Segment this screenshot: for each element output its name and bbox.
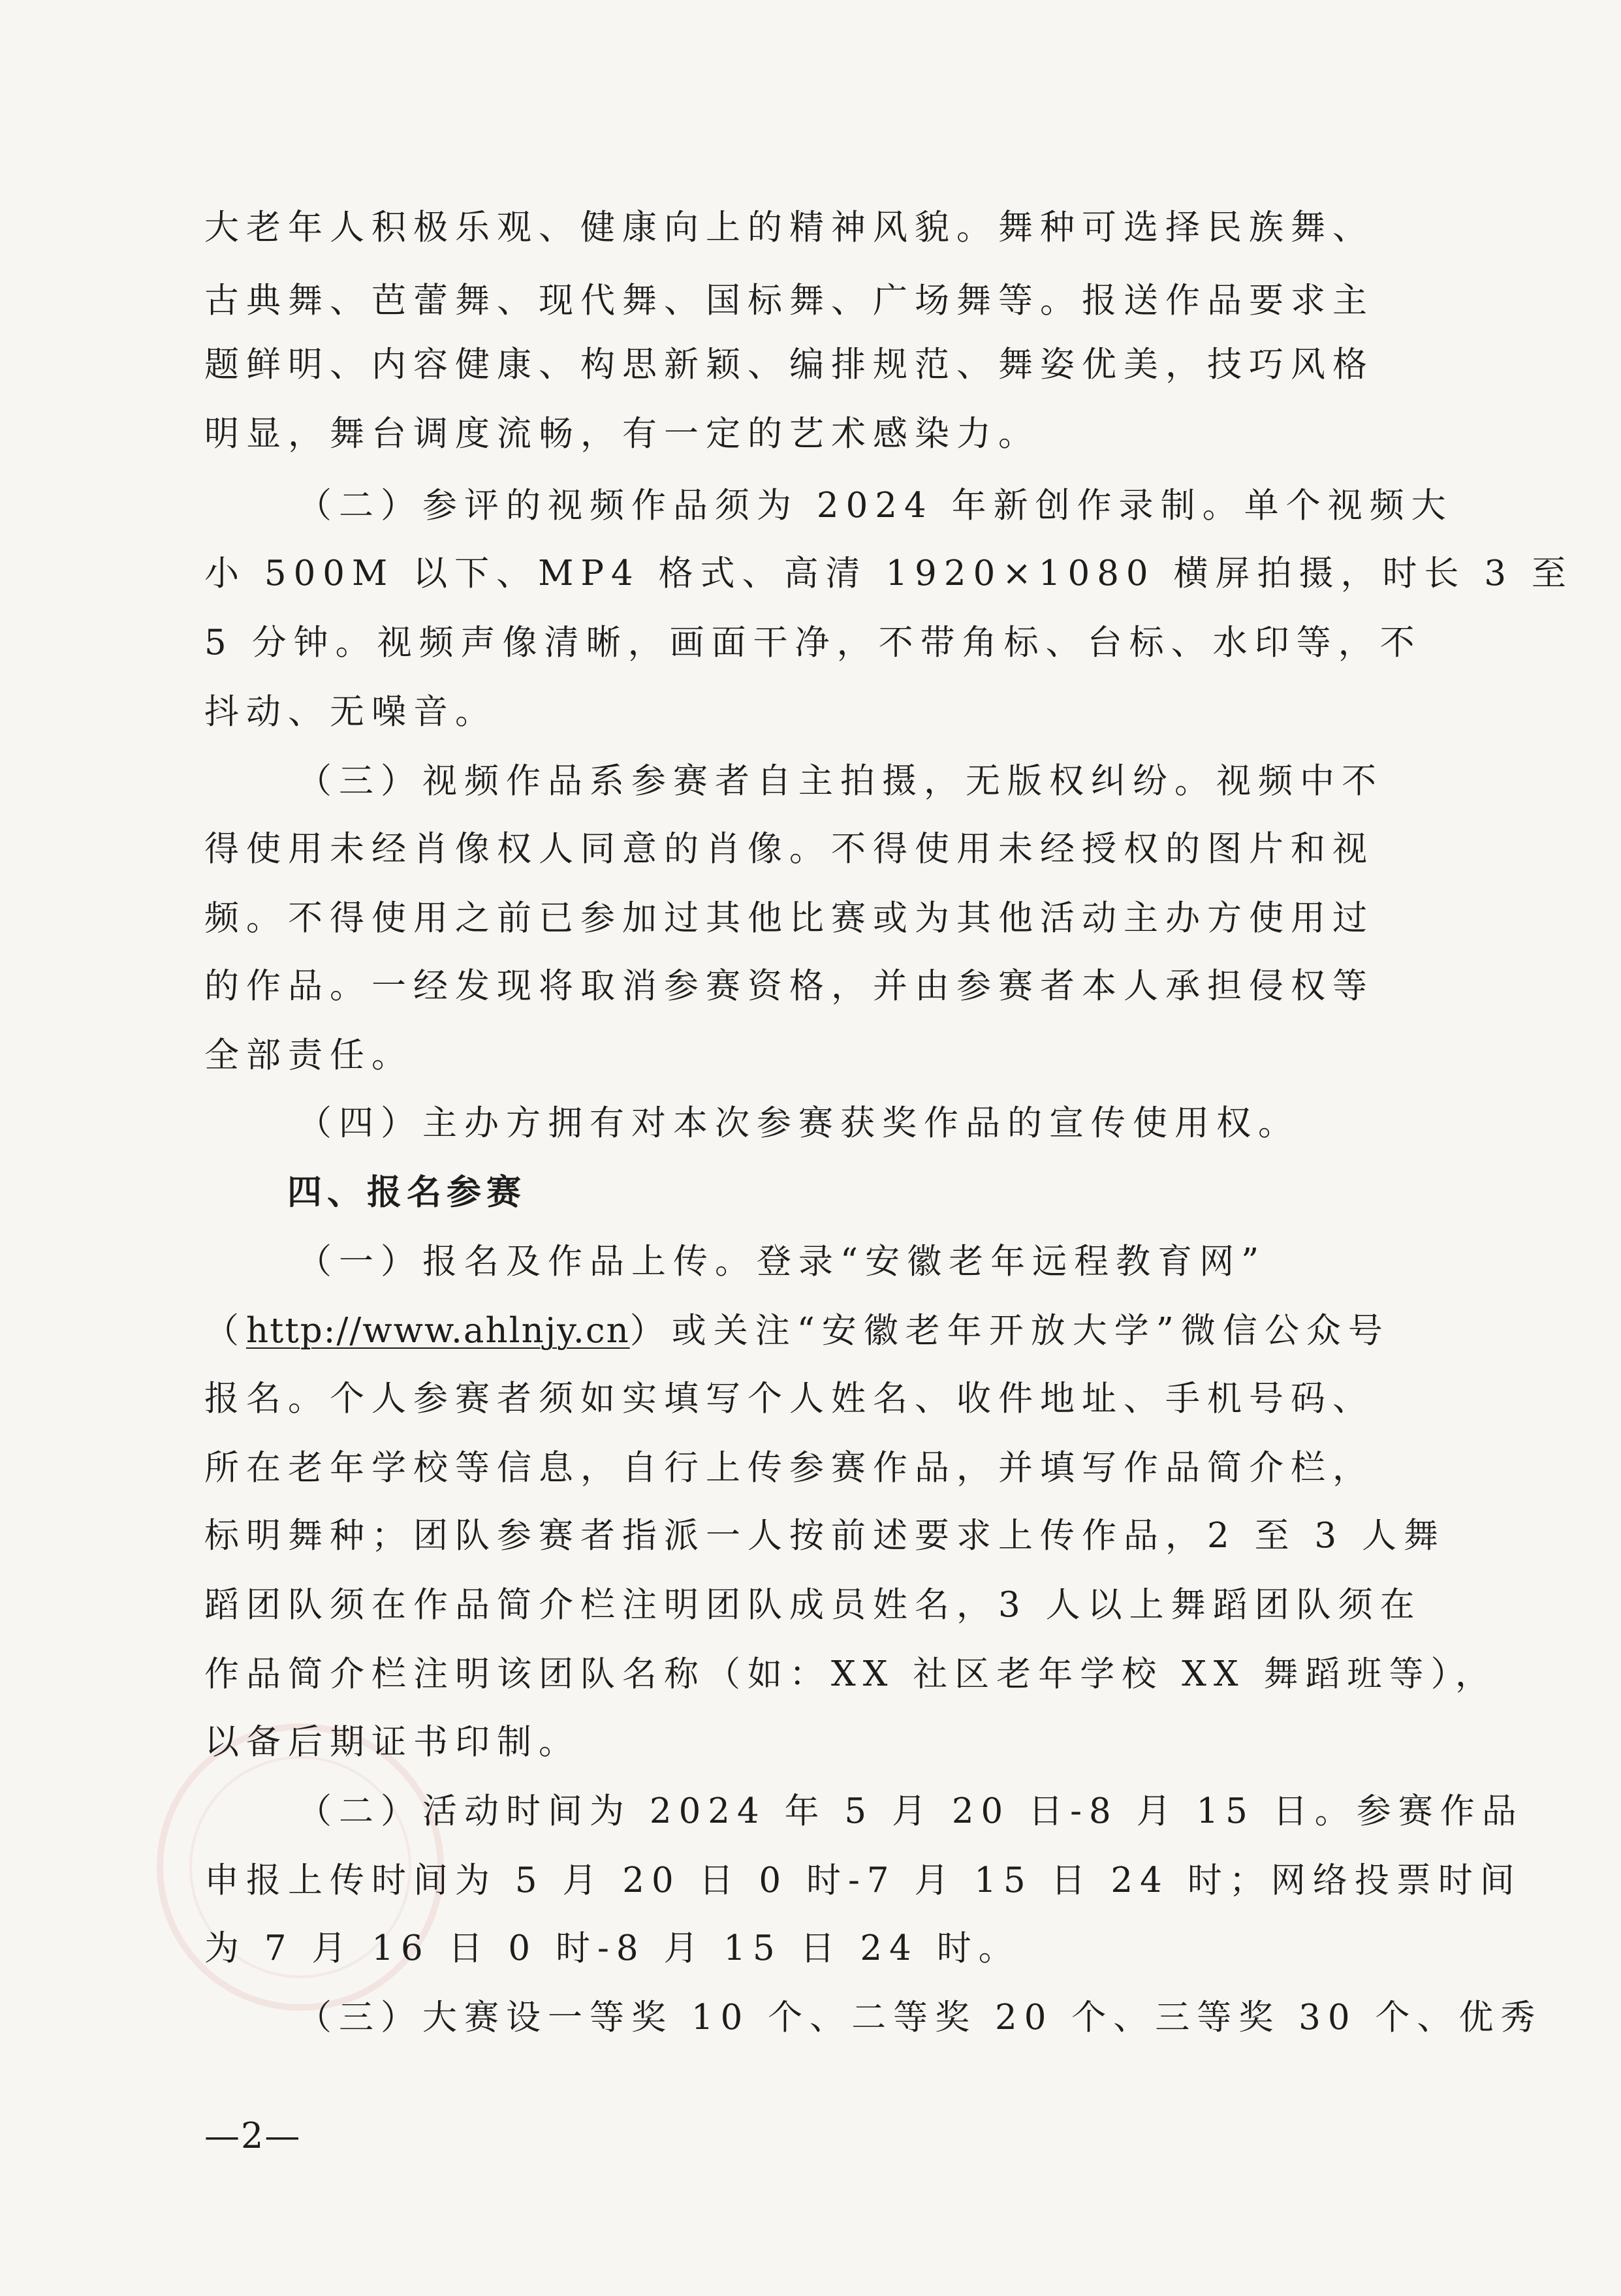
body-line: 题鲜明、内容健康、构思新颖、编排规范、舞姿优美，技巧风格 <box>204 345 1374 385</box>
registration-line: （一）报名及作品上传。登录“安徽老年远程教育网” <box>297 1242 1267 1282</box>
body-line: 申报上传时间为 5 月 20 日 0 时-7 月 15 日 24 时；网络投票时间 <box>204 1861 1522 1900</box>
body-line: 的作品。一经发现将取消参赛资格，并由参赛者本人承担侵权等 <box>204 966 1374 1006</box>
body-line: 蹈团队须在作品简介栏注明团队成员姓名，3 人以上舞蹈团队须在 <box>204 1585 1422 1625</box>
body-line: 抖动、无噪音。 <box>204 692 497 732</box>
body-line: 小 500M 以下、MP4 格式、高清 1920×1080 横屏拍摄，时长 3 至 <box>204 554 1573 593</box>
body-line: 以备后期证书印制。 <box>204 1722 580 1762</box>
registration-url-line <box>204 1311 1412 1351</box>
awards-line: （三）大赛设一等奖 10 个、二等奖 20 个、三等奖 30 个、优秀 <box>297 1998 1543 2037</box>
schedule-line: （二）活动时间为 2024 年 5 月 20 日-8 月 15 日。参赛作品 <box>297 1791 1524 1831</box>
body-line: 全部责任。 <box>204 1035 413 1075</box>
body-line: 频。不得使用之前已参加过其他比赛或为其他活动主办方使用过 <box>204 898 1374 938</box>
body-line: 所在老年学校等信息，自行上传参赛作品，并填写作品简介栏， <box>204 1448 1374 1488</box>
body-line: 报名。个人参赛者须如实填写个人姓名、收件地址、手机号码、 <box>204 1379 1374 1419</box>
body-line: 5 分钟。视频声像清晰，画面干净，不带角标、台标、水印等，不 <box>204 623 1422 663</box>
body-line: 明显，舞台调度流畅，有一定的艺术感染力。 <box>204 414 1040 454</box>
paragraph-4-line: （四）主办方拥有对本次参赛获奖作品的宣传使用权。 <box>297 1103 1300 1143</box>
section-heading: 四、报名参赛 <box>287 1172 526 1212</box>
body-line: 标明舞种；团队参赛者指派一人按前述要求上传作品，2 至 3 人舞 <box>204 1516 1445 1556</box>
paragraph-3-line: （三）视频作品系参赛者自主拍摄，无版权纠纷。视频中不 <box>297 761 1383 801</box>
body-line: 得使用未经肖像权人同意的肖像。不得使用未经授权的图片和视 <box>204 829 1374 869</box>
paragraph-2-line: （二）参评的视频作品须为 2024 年新创作录制。单个视频大 <box>297 486 1453 526</box>
paren-open: （ <box>204 1311 246 1351</box>
body-line: 为 7 月 16 日 0 时-8 月 15 日 24 时。 <box>204 1928 1020 1968</box>
body-line: 作品简介栏注明该团队名称（如：XX 社区老年学校 XX 舞蹈班等）， <box>204 1654 1497 1694</box>
body-line: 古典舞、芭蕾舞、现代舞、国标舞、广场舞等。报送作品要求主 <box>204 281 1374 321</box>
body-line: 大老年人积极乐观、健康向上的精神风貌。舞种可选择民族舞、 <box>204 208 1374 247</box>
page-number: —2— <box>204 2115 302 2156</box>
registration-text: ）或关注“安徽老年开放大学”微信公众号 <box>629 1311 1390 1351</box>
website-link[interactable]: http://www.ahlnjy.cn <box>246 1311 630 1351</box>
